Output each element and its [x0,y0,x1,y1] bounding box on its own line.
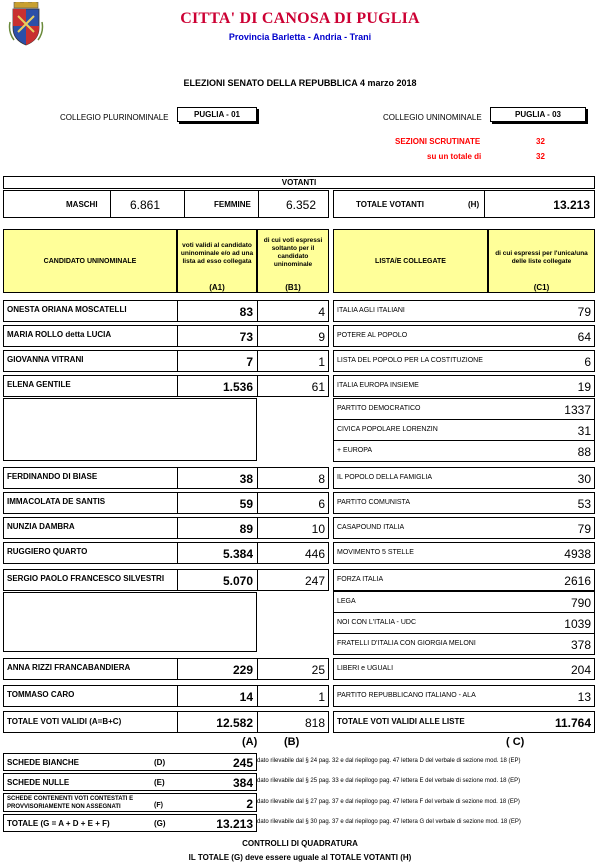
header-b1-desc: di cui voti espressi soltanto per il candidato uninominale [263,237,323,268]
candidate-b1: 10 [311,522,325,536]
party-name: LIBERI e UGUALI [337,665,394,672]
party-c1: 204 [570,663,591,677]
party-name: LEGA [337,598,356,605]
uninominale-value: PUGLIA - 03 [490,107,586,122]
header-candidato-label: CANDIDATO UNINOMINALE [43,258,137,265]
party-row [333,517,595,539]
schede-label: SCHEDE CONTENENTI VOTI CONTESTATI E PROVVISORIAMENTE NON ASSEGNATI [7,796,134,810]
party-name: + EUROPA [337,447,373,454]
party-row [333,685,595,707]
party-row [333,300,595,322]
header-c1-code: (C1) [533,283,550,292]
schede-bianche-row [3,753,257,771]
sezioni-scrutinate-label: SEZIONI SCRUTINATE [395,137,481,146]
controlli-rule: IL TOTALE (G) deve essere uguale al TOTALE VOTANTI (H) [188,853,412,862]
su-totale-label: su un totale di [427,152,482,161]
candidate-row [3,375,329,397]
totale-voti-validi-b: 818 [304,716,325,730]
party-row [333,492,595,514]
controlli-title: CONTROLLI DI QUADRATURA [242,839,358,848]
candidate-a1: 1.536 [222,380,253,394]
candidate-b1: 1 [318,355,325,369]
candidate-name: SERGIO PAOLO FRANCESCO SILVESTRI [7,574,165,583]
candidate-name: NUNZIA DAMBRA [7,522,75,531]
candidate-name: FERDINANDO DI BIASE [7,472,98,481]
party-name: ITALIA EUROPA INSIEME [337,382,419,389]
candidate-name: RUGGIERO QUARTO [7,547,88,556]
candidate-a1: 5.070 [222,574,253,588]
candidate-row [3,685,329,707]
party-row [333,569,595,591]
header-c1-desc: di cui espressi per l'unica/una delle liste collegate [495,250,588,265]
party-c1: 79 [577,522,591,536]
totale-voti-validi-a: 12.582 [216,716,253,730]
city-title: CITTA' DI CANOSA DI PUGLIA [180,10,420,27]
totale-voti-liste-row [333,711,595,733]
candidate-b1: 8 [318,472,325,486]
party-c1: 2616 [564,574,591,588]
plurinominale-value: PUGLIA - 01 [177,107,257,122]
party-name: PARTITO COMUNISTA [337,499,410,506]
candidate-row [3,325,329,347]
party-name: CIVICA POPOLARE LORENZIN [337,426,438,433]
header-c1 [488,229,595,293]
party-c1: 378 [570,638,591,652]
totale-voti-validi-label: TOTALE VOTI VALIDI (A=B+C) [7,717,122,726]
schede-totale-row [3,814,257,832]
candidate-name: MARIA ROLLO detta LUCIA [7,330,112,339]
party-c1: 31 [577,424,591,438]
schede-note: dato rilevabile dal § 24 pag. 32 e dal riepilogo pag. 47 lettera D del verbale di sezione mod. 18 (EP) [257,758,521,764]
header-b1 [257,229,329,293]
candidate-row [3,658,329,680]
header-a1 [177,229,257,293]
schede-value: 245 [232,756,253,770]
header-b1-code: (B1) [285,283,301,292]
votanti-gender-box [3,190,329,218]
candidate-name: TOMMASO CARO [7,690,75,699]
party-row [333,633,595,655]
party-name: ITALIA AGLI ITALIANI [337,307,405,314]
party-name: PARTITO REPUBBLICANO ITALIANO - ALA [337,692,476,699]
schede-note: dato rilevabile dal § 25 pag. 33 e dal riepilogo pag. 47 lettera E del verbale di sezione mod. 18 (EP) [257,778,521,784]
candidate-b1: 61 [311,380,325,394]
schede-code: (D) [154,758,166,767]
candidate-row-spacer [3,592,257,652]
province-subtitle: Provincia Barletta - Andria - Trani [228,32,372,42]
party-c1: 790 [570,596,591,610]
schede-code: (E) [154,778,165,787]
candidate-a1: 14 [239,690,253,704]
candidate-name: ONESTA ORIANA MOSCATELLI [7,305,127,314]
schede-contestati-row [3,793,257,812]
votanti-title-box [3,176,595,189]
header-candidato [3,229,177,293]
femmine-label: FEMMINE [214,200,251,209]
party-c1: 30 [577,472,591,486]
party-name: FORZA ITALIA [337,576,384,583]
party-name: POTERE AL POPOLO [337,332,408,339]
totale-voti-liste-value: 11.764 [554,716,591,730]
candidate-a1: 73 [239,330,253,344]
party-name: IL POPOLO DELLA FAMIGLIA [337,474,433,481]
party-name: PARTITO DEMOCRATICO [337,405,421,412]
party-row [333,658,595,680]
schede-nulle-row [3,773,257,791]
party-row [333,398,595,420]
code-b: (B) [284,736,300,748]
party-c1: 53 [577,497,591,511]
candidate-b1: 1 [318,690,325,704]
candidate-b1: 4 [318,305,325,319]
party-c1: 79 [577,305,591,319]
totale-voti-validi-row [3,711,329,733]
candidate-row [3,300,329,322]
header-lista [333,229,488,293]
election-title: ELEZIONI SENATO DELLA REPUBBLICA 4 marzo 2018 [183,78,417,88]
party-row [333,612,595,634]
party-c1: 4938 [564,547,591,561]
party-row [333,350,595,372]
candidate-a1: 83 [239,305,253,319]
party-row [333,591,595,613]
totale-votanti-value: 13.213 [553,198,590,212]
party-row [333,542,595,564]
party-row [333,419,595,441]
candidate-a1: 229 [232,663,253,677]
party-c1: 64 [577,330,591,344]
candidate-a1: 89 [239,522,253,536]
femmine-value: 6.352 [286,198,317,212]
schede-label: TOTALE (G = A + D + E + F) [7,819,110,828]
candidate-row [3,350,329,372]
candidate-row [3,492,329,514]
candidate-row [3,569,329,591]
candidate-a1: 38 [239,472,253,486]
uninominale-label: COLLEGIO UNINOMINALE [383,113,482,122]
party-row [333,467,595,489]
totale-votanti-box [333,190,595,218]
schede-code: (F) [154,802,163,809]
candidate-b1: 9 [318,330,325,344]
party-c1: 19 [577,380,591,394]
schede-note: dato rilevabile dal § 27 pag. 37 e dal riepilogo pag. 47 lettera F del verbale di sezione mod. 18 (EP) [257,799,520,805]
code-c: ( C) [506,736,525,748]
totale-votanti-code: (H) [468,200,480,209]
candidate-b1: 247 [304,574,325,588]
schede-label: SCHEDE NULLE [7,778,70,787]
votanti-title: VOTANTI [281,178,317,187]
party-row [333,440,595,462]
su-totale-value: 32 [536,152,545,161]
code-a: (A) [242,736,258,748]
candidate-a1: 59 [239,497,253,511]
candidate-name: GIOVANNA VITRANI [7,355,84,364]
party-name: MOVIMENTO 5 STELLE [337,549,414,556]
maschi-label: MASCHI [66,200,98,209]
header-lista-label: LISTA/E COLLEGATE [375,258,446,265]
candidate-row [3,517,329,539]
party-name: LISTA DEL POPOLO PER LA COSTITUZIONE [337,357,483,364]
candidate-row [3,467,329,489]
party-row [333,325,595,347]
party-c1: 88 [577,445,591,459]
schede-note: dato rilevabile dal § 30 pag. 37 e dal riepilogo pag. 47 lettera G del verbale di sezione mod. 18 (EP) [257,819,521,825]
candidate-b1: 446 [304,547,325,561]
party-name: NOI CON L'ITALIA - UDC [337,619,416,626]
candidate-name: ELENA GENTILE [7,380,71,389]
maschi-value: 6.861 [130,198,161,212]
schede-value: 2 [246,797,253,811]
header-a1-code: (A1) [209,283,225,292]
plurinominale-label: COLLEGIO PLURINOMINALE [60,113,169,122]
totale-voti-liste-label: TOTALE VOTI VALIDI ALLE LISTE [337,717,465,726]
schede-value: 384 [232,776,253,790]
party-c1: 1337 [564,403,591,417]
candidate-name: ANNA RIZZI FRANCABANDIERA [7,663,131,672]
candidate-b1: 6 [318,497,325,511]
candidate-a1: 7 [246,355,253,369]
party-c1: 1039 [564,617,591,631]
candidate-row-spacer [3,398,257,461]
schede-code: (G) [154,819,166,828]
totale-votanti-label: TOTALE VOTANTI [356,200,424,209]
party-row [333,375,595,397]
party-name: CASAPOUND ITALIA [337,524,405,531]
party-c1: 6 [584,355,591,369]
candidate-b1: 25 [311,663,325,677]
schede-value: 13.213 [216,817,253,831]
sezioni-scrutinate-value: 32 [536,137,545,146]
candidate-a1: 5.384 [222,547,253,561]
header-a1-desc: voti validi al candidato uninominale e/o ad una lista ad esso collegata [180,242,254,265]
candidate-row [3,542,329,564]
party-c1: 13 [577,690,591,704]
candidate-name: IMMACOLATA DE SANTIS [7,497,106,506]
party-name: FRATELLI D'ITALIA CON GIORGIA MELONI [337,640,476,647]
schede-label: SCHEDE BIANCHE [7,758,80,767]
